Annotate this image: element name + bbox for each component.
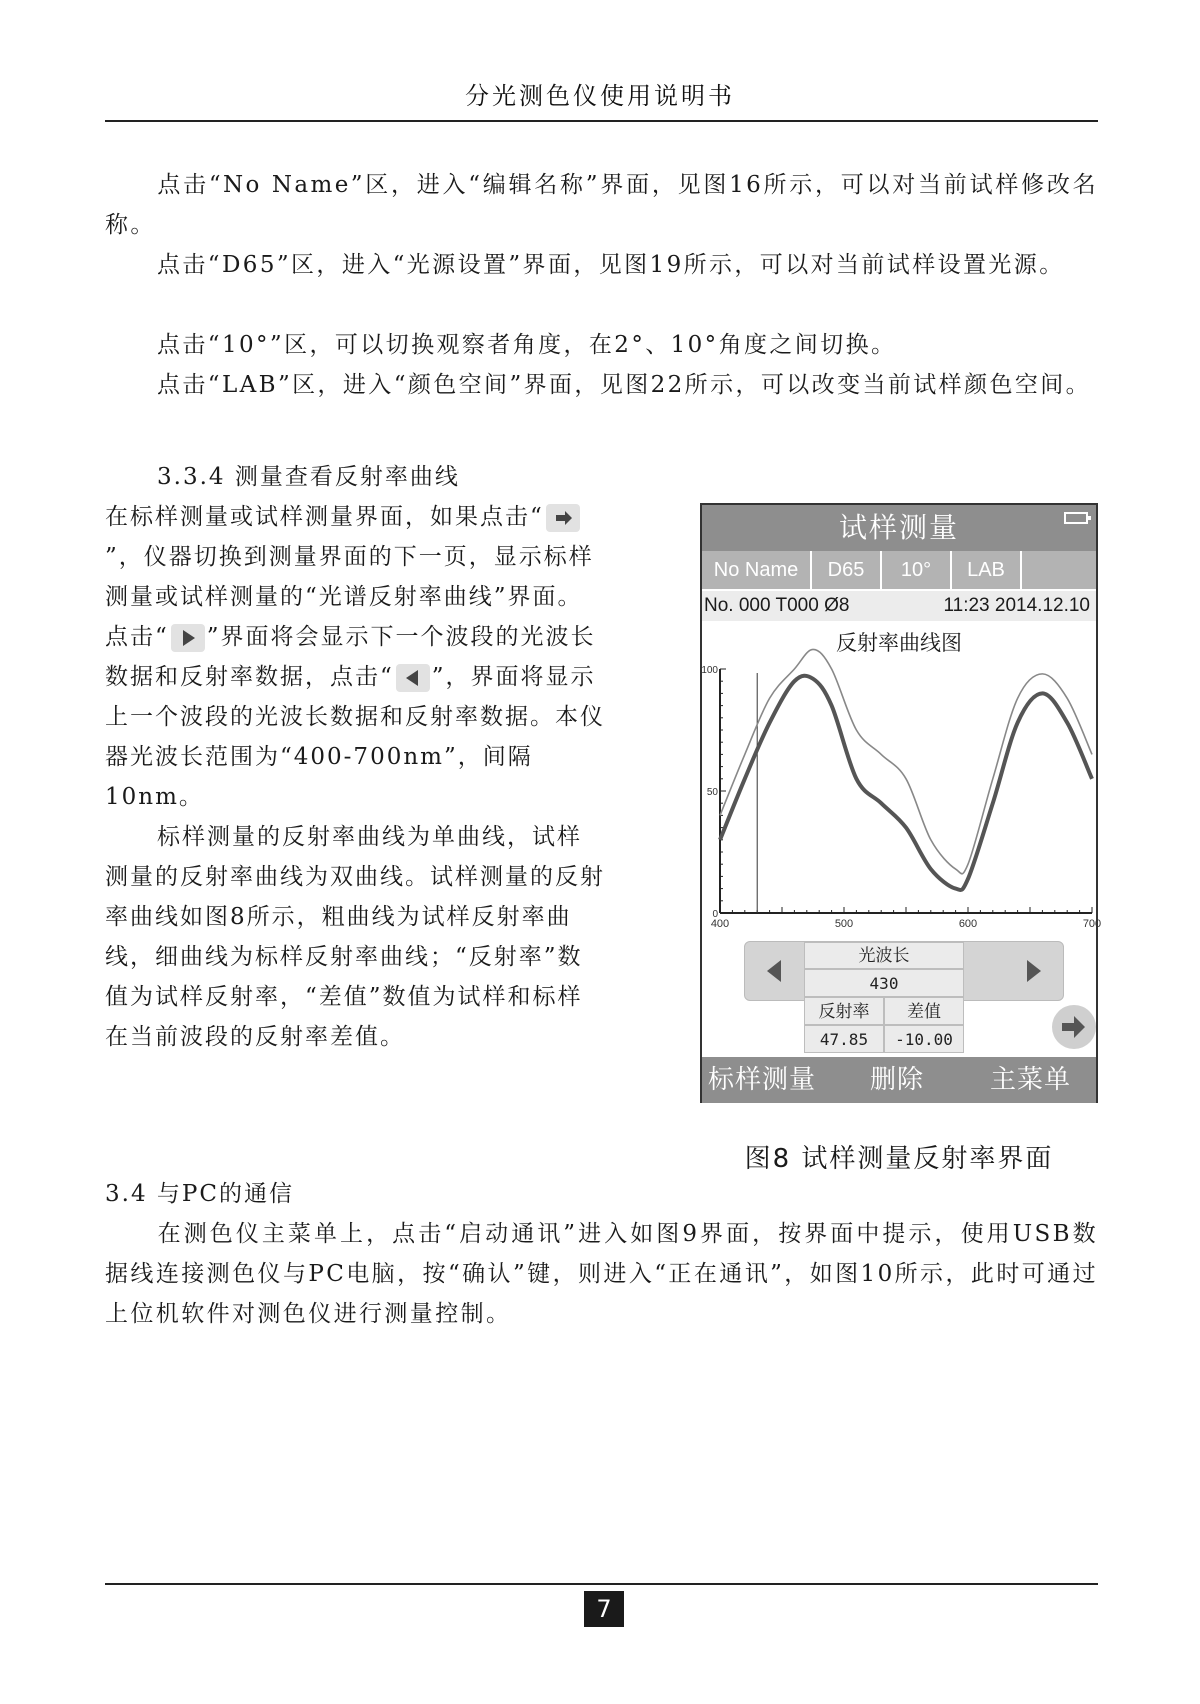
- reflectance-chart: [701, 645, 1102, 935]
- paragraph-angle: [105, 325, 1098, 365]
- section-34-body-text: 在测色仪主菜单上，点击“启动通讯”进入如图9界面，按界面中提示，使用USB数据线连接测色仪与PC电脑，按“确认”键，则进入“正在通讯”，如图10所示，此时可通过上位机软件对测色仪进行测量控制。: [105, 1221, 1098, 1327]
- header-rule: [105, 120, 1098, 122]
- standard-curve: [720, 649, 1092, 873]
- device-tabs: [702, 551, 1096, 589]
- paragraph-no-name-text: 点击“No Name”区，进入“编辑名称”界面，见图16所示，可以对当前试样修改名称。: [105, 172, 1098, 238]
- paragraph-d65-text: 点击“D65”区，进入“光源设置”界面，见图19所示，可以对当前试样设置光源。: [157, 252, 1065, 278]
- play-left-icon: [396, 664, 430, 692]
- x-tick-label: 400: [710, 918, 730, 930]
- p1-part-c: ”界面将会显示下一个波段的光波长数据和反射率数据，点击“: [105, 624, 596, 690]
- section-34-body: [105, 1214, 1098, 1334]
- wavelength-label: 光波长: [804, 942, 964, 969]
- next-page-icon: [546, 504, 580, 532]
- standard-measure-button[interactable]: 标样测量: [708, 1065, 817, 1095]
- tab-d65[interactable]: D65: [812, 551, 882, 589]
- sample-id: No. 000 T000 Ø8: [704, 595, 850, 616]
- paragraph-lab: [105, 365, 1098, 405]
- y-tick-label: 50: [706, 787, 718, 798]
- section-334-p1: [105, 497, 605, 817]
- y-tick-label: 100: [701, 665, 718, 676]
- section-334-heading: 3.3.4 测量查看反射率曲线: [157, 464, 460, 490]
- measurement-info-row: [702, 591, 1096, 621]
- device-screen: [700, 503, 1102, 1103]
- paragraph-d65: [105, 245, 1098, 285]
- device-bottom-bar: [702, 1057, 1096, 1103]
- timestamp: 11:23 2014.12.10: [943, 595, 1090, 616]
- battery-icon: [1064, 512, 1088, 524]
- next-page-button[interactable]: [1052, 1005, 1096, 1049]
- x-tick-label: 700: [1082, 918, 1102, 930]
- main-menu-button[interactable]: 主菜单: [990, 1065, 1072, 1095]
- section-334: [105, 464, 605, 1057]
- figure-caption: 图8 试样测量反射率界面: [744, 1144, 1054, 1174]
- p1-part-b: ”，仪器切换到测量界面的下一页，显示标样测量或试样测量的“光谱反射率曲线”界面。点击“: [105, 544, 594, 650]
- delete-button[interactable]: 删除: [870, 1065, 925, 1095]
- section-34-heading: 3.4 与PC的通信: [105, 1181, 294, 1207]
- page-header-title: 分光测色仪使用说明书: [465, 82, 735, 110]
- y-tick-label: 0: [712, 909, 718, 920]
- p1-part-a: 在标样测量或试样测量界面，如果点击“: [105, 504, 544, 530]
- chart-title: 反射率曲线图: [836, 631, 962, 655]
- tab-lab[interactable]: LAB: [952, 551, 1022, 589]
- reflectance-value: 47.85: [804, 1025, 884, 1053]
- paragraph-lab-text: 点击“LAB”区，进入“颜色空间”界面，见图22所示，可以改变当前试样颜色空间。: [157, 372, 1092, 398]
- next-wavelength-icon[interactable]: [1021, 956, 1045, 986]
- difference-label: 差值: [884, 997, 964, 1025]
- p1-part-d: ”，界面将显示上一个波段的光波长数据和反射率数据。本仪器光波长范围为“400-700nm”，间隔10nm。: [105, 664, 605, 810]
- x-tick-label: 600: [958, 918, 978, 930]
- section-334-p2-text: 标样测量的反射率曲线为单曲线，试样测量的反射率曲线为双曲线。试样测量的反射率曲线如图8所示，粗曲线为试样反射率曲线，细曲线为标样反射率曲线；“反射率”数值为试样反射率，“差值”数值为试样和标样在当前波段的反射率差值。: [105, 824, 605, 1050]
- prev-wavelength-icon[interactable]: [763, 956, 787, 986]
- next-page-arrow-icon: [1052, 1005, 1096, 1049]
- device-title: 试样测量: [702, 505, 1096, 551]
- tab-no-name[interactable]: No Name: [702, 551, 812, 589]
- tab-angle[interactable]: 10°: [882, 551, 952, 589]
- difference-value: -10.00: [884, 1025, 964, 1053]
- paragraph-angle-text: 点击“10°”区，可以切换观察者角度，在2°、10°角度之间切换。: [157, 332, 897, 358]
- play-right-icon: [171, 624, 205, 652]
- wavelength-value: 430: [804, 969, 964, 997]
- reflectance-label: 反射率: [804, 997, 884, 1025]
- page-number: 7: [584, 1591, 624, 1627]
- sample-curve: [720, 676, 1092, 890]
- footer-rule: [105, 1583, 1098, 1585]
- section-334-p2: [105, 817, 605, 1057]
- x-tick-label: 500: [834, 918, 854, 930]
- paragraph-no-name: [105, 165, 1098, 245]
